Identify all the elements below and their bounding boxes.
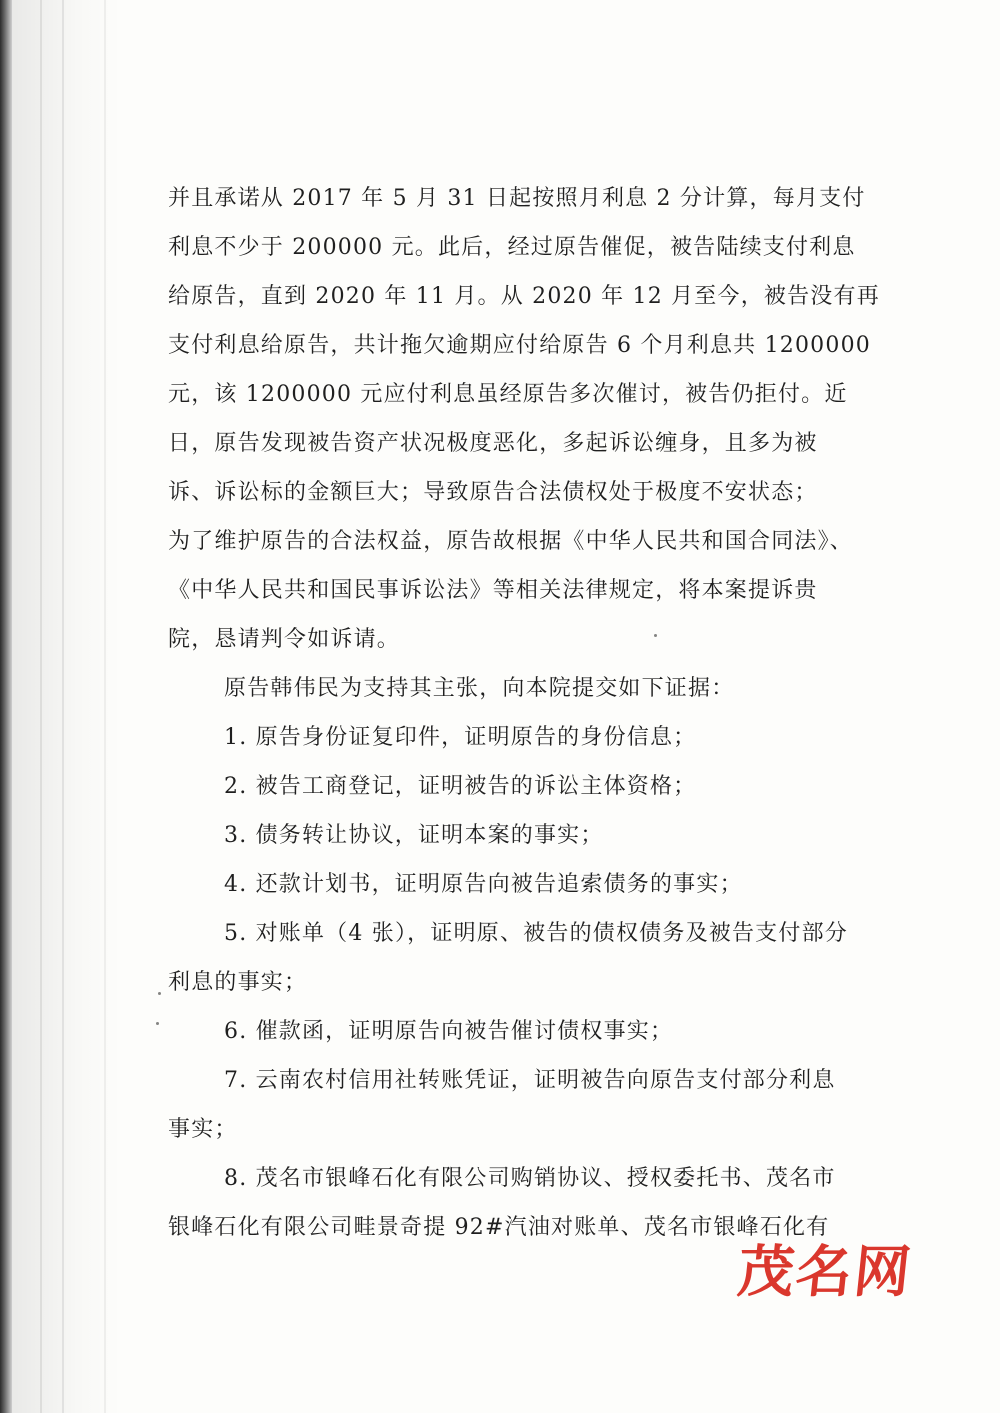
body-line: 《中华人民共和国民事诉讼法》等相关法律规定，将本案提诉贵 [168, 578, 818, 603]
evidence-item-6: 6. 催款函，证明原告向被告催讨债权事实； [224, 1019, 674, 1044]
evidence-item-1: 1. 原告身份证复印件，证明原告的身份信息； [224, 725, 697, 750]
evidence-item-8-cont: 银峰石化有限公司畦景奇提 92#汽油对账单、茂名市银峰石化有 [168, 1215, 830, 1240]
body-line: 日，原告发现被告资产状况极度恶化，多起诉讼缠身，且多为被 [168, 431, 818, 456]
body-line: 为了维护原告的合法权益，原告故根据《中华人民共和国合同法》、 [168, 529, 854, 554]
body-line: 诉、诉讼标的金额巨大；导致原告合法债权处于极度不安状态； [168, 480, 818, 505]
evidence-item-2: 2. 被告工商登记，证明被告的诉讼主体资格； [224, 774, 697, 799]
body-line: 并且承诺从 2017 年 5 月 31 日起按照月利息 2 分计算，每月支付 [168, 186, 866, 211]
paper-crease-line [62, 0, 64, 1413]
scan-speck [158, 992, 161, 995]
body-line: 利息不少于 200000 元。此后，经过原告催促，被告陆续支付利息 [168, 235, 856, 260]
paper-crease-line [40, 0, 42, 1413]
site-watermark-logo: 茂名网 [734, 1240, 916, 1305]
evidence-item-7: 7. 云南农村信用社转账凭证，证明被告向原告支付部分利息 [224, 1068, 836, 1093]
evidence-item-8: 8. 茂名市银峰石化有限公司购销协议、授权委托书、茂名市 [224, 1166, 836, 1191]
body-line: 给原告，直到 2020 年 11 月。从 2020 年 12 月至今，被告没有再 [168, 284, 880, 309]
evidence-item-4: 4. 还款计划书，证明原告向被告追索债务的事实； [224, 872, 743, 897]
body-line: 元，该 1200000 元应付利息虽经原告多次催讨，被告仍拒付。近 [168, 382, 848, 407]
evidence-item-3: 3. 债务转让协议，证明本案的事实； [224, 823, 604, 848]
evidence-item-5: 5. 对账单（4 张），证明原、被告的债权债务及被告支付部分 [224, 921, 848, 946]
scan-speck [156, 1022, 159, 1025]
evidence-item-7-cont: 事实； [168, 1117, 238, 1142]
body-line: 院，恳请判令如诉请。 [168, 627, 401, 652]
paper-fold-shadow [0, 0, 12, 1413]
scan-speck [654, 634, 657, 637]
document-body [168, 174, 928, 1252]
body-line: 支付利息给原告，共计拖欠逾期应付给原告 6 个月利息共 1200000 [168, 333, 871, 358]
evidence-intro: 原告韩伟民为支持其主张，向本院提交如下证据： [224, 676, 735, 701]
paper-crease-line [104, 0, 106, 1413]
evidence-item-5-cont: 利息的事实； [168, 970, 308, 995]
